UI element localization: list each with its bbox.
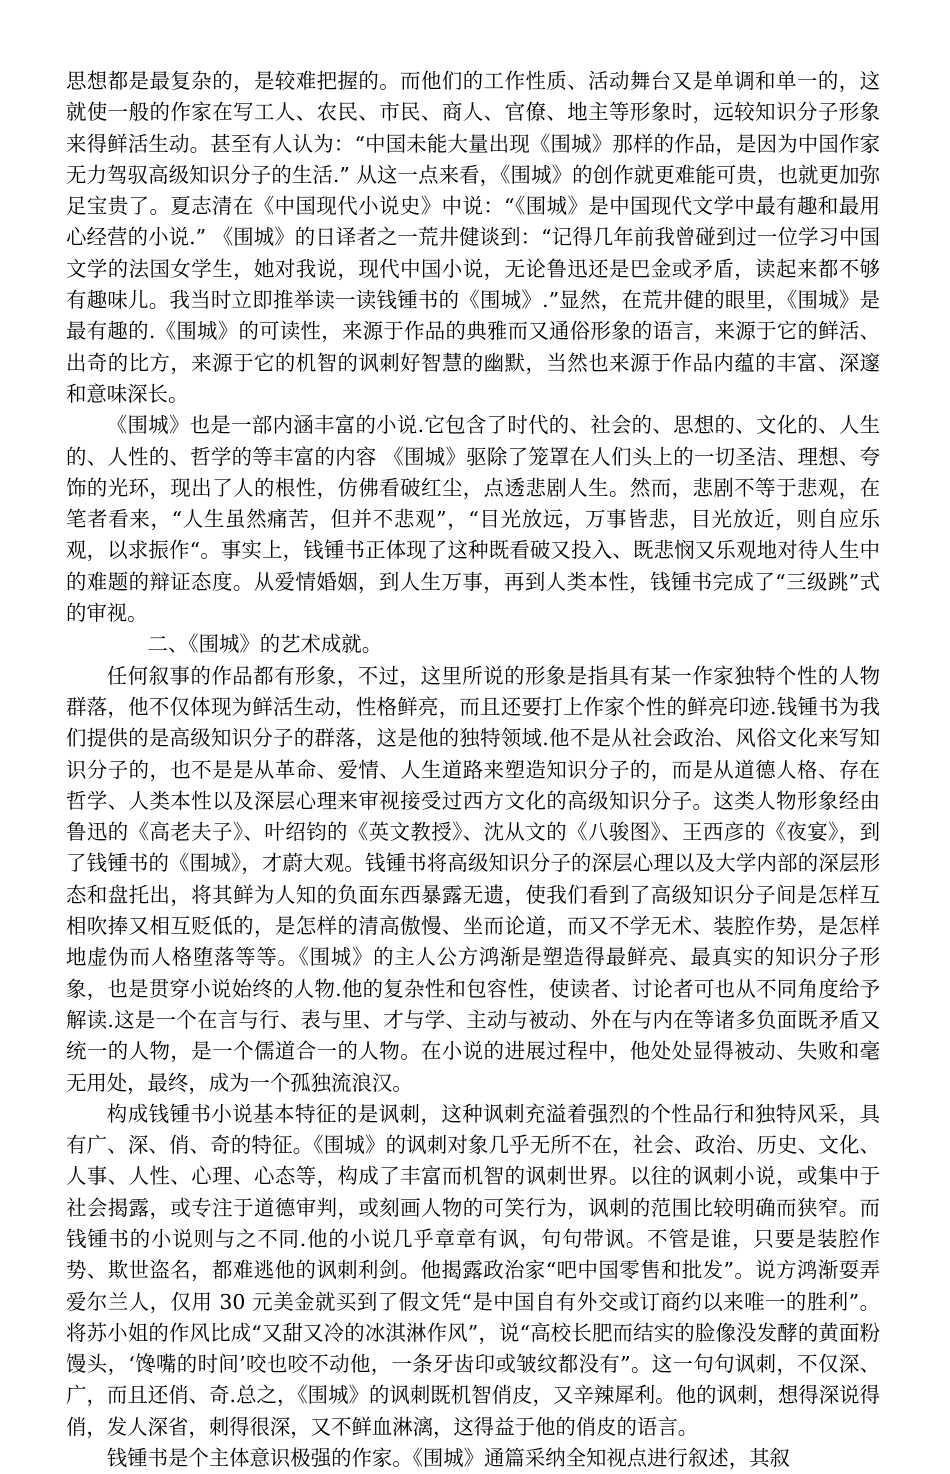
paragraph-continuation: 思想都是最复杂的，是较难把握的。而他们的工作性质、活动舞台又是单调和单一的，这就使一般的作家在写工人、农民、市民、商人、官僚、地主等形象时，远较知识分子形象来得鲜活生动。甚至有人认为：“中国未能大量出现《围城》那样的作品，是因为中国作家无力驾驭高级知识分子的生活.” 从这一点来看，《围城》的创作就更难能可贵，也就更加弥足宝贵了。夏志清在《中国现代小说史》中说：“《围城》是中国现代文学中最有趣和最用心经营的小说.” 《围城》的日译者之一荒井健谈到：“记得几年前我曾碰到过一位学习中国文学的法国女学生，她对我说，现代中国小说，无论鲁迅还是巴金或矛盾，读起来都不够有趣味儿。我当时立即推举读一读钱锺书的《围城》.”显然，在荒井健的眼里，《围城》是最有趣的.《围城》的可读性，来源于作品的典雅而又通俗形象的语言，来源于它的鲜活、出奇的比方，来源于它的机智的讽刺好智慧的幽默，当然也来源于作品内蕴的丰富、深邃和意味深长。 <box>66 69 880 406</box>
paragraph-narrative-viewpoint: 钱锺书是个主体意识极强的作家。《围城》通篇采纳全知视点进行叙述，其叙 <box>106 1446 790 1471</box>
paragraph-satire: 构成钱锺书小说基本特征的是讽刺，这种讽刺充溢着强烈的个性品行和独特风采，具有广、深、俏、奇的特征。《围城》的讽刺对象几乎无所不在，社会、政治、历史、文化、人事、人性、心理、心态等，构成了丰富而机智的讽刺世界。以往的讽刺小说，或集中于社会揭露，或专注于道德审判，或刻画人物的可笑行为，讽刺的范围比较明确而狭窄。而钱锺书的小说则与之不同.他的小说几乎章章有讽，句句带讽。不管是谁，只要是装腔作势、欺世盗名，都难逃他的讽刺利剑。他揭露政治家“吧中国零售和批发”。说方鸿渐耍弄爱尔兰人，仅用 30 元美金就买到了假文凭“是中国自有外交或订商约以来唯一的胜利”。将苏小姐的作风比成“又甜又冷的冰淇淋作风”，说“高校长肥而结实的脸像没发酵的黄面粉馒头，‘馋嘴的时间’咬也咬不动他，一条牙齿印或皱纹都没有”。这一句句讽刺，不仅深、广，而且还俏、奇.总之，《围城》的讽刺既机智俏皮，又辛辣犀利。他的讽刺，想得深说得俏，发人深省，刺得很深，又不鲜血淋漓，这得益于他的俏皮的语言。 <box>66 1101 880 1439</box>
paragraph-character-group: 任何叙事的作品都有形象，不过，这里所说的形象是指具有某一作家独特个性的人物群落，他不仅体现为鲜活生动，性格鲜亮，而且还要打上作家个性的鲜亮印迹.钱锺书为我们提供的是高级知识分子的群落，这是他的独特领域.他不是从社会政治、风俗文化来写知识分子的，也不是是从革命、爱情、人生道路来塑造知识分子的，而是从道德人格、存在哲学、人类本性以及深层心理来审视接受过西方文化的高级知识分子。这类人物形象经由鲁迅的《高老夫子》、叶绍钧的《英文教授》、沈从文的《八骏图》、王西彦的《夜宴》，到了钱锺书的《围城》，才蔚大观。钱锺书将高级知识分子的深层心理以及大学内部的深层形态和盘托出，将其鲜为人知的负面东西暴露无遗，使我们看到了高级知识分子间是怎样互相吹捧又相互贬低的，是怎样的清高傲慢、坐而论道，而又不学无术、装腔作势，是怎样地虚伪而人格堕落等等。《围城》的主人公方鸿渐是塑造得最鲜亮、最真实的知识分子形象，也是贯穿小说始终的人物.他的复杂性和包容性，使读者、讨论者可也从不同角度给予解读.这是一个在言与行、表与里、才与学、主动与被动、外在与内在等诸多负面既矛盾又统一的人物，是一个儒道合一的人物。在小说的进展过程中，他处处显得被动、失败和毫无用处，最终，成为一个孤独流浪汉。 <box>66 663 880 1095</box>
paragraph-content-richness: 《围城》也是一部内涵丰富的小说.它包含了时代的、社会的、思想的、文化的、人生的、人性的、哲学的等丰富的内容 《围城》驱除了笼罩在人们头上的一切圣洁、理想、夸饰的光环，现出了人的根性，仿佛看破红尘，点透悲剧人生。然而，悲剧不等于悲观，在笔者看来，“人生虽然痛苦，但并不悲观”，“目光放远，万事皆悲，目光放近，则自应乐观，以求振作“。事实上，钱锺书正体现了这种既看破又投入、既悲悯又乐观地对待人生中的难题的辩证态度。从爱情婚姻，到人生万事，再到人类本性，钱锺书完成了“三级跳”式的审视。 <box>66 413 880 626</box>
section-heading: 二、《围城》的艺术成就。 <box>147 632 383 657</box>
document-page <box>66 66 880 1474</box>
